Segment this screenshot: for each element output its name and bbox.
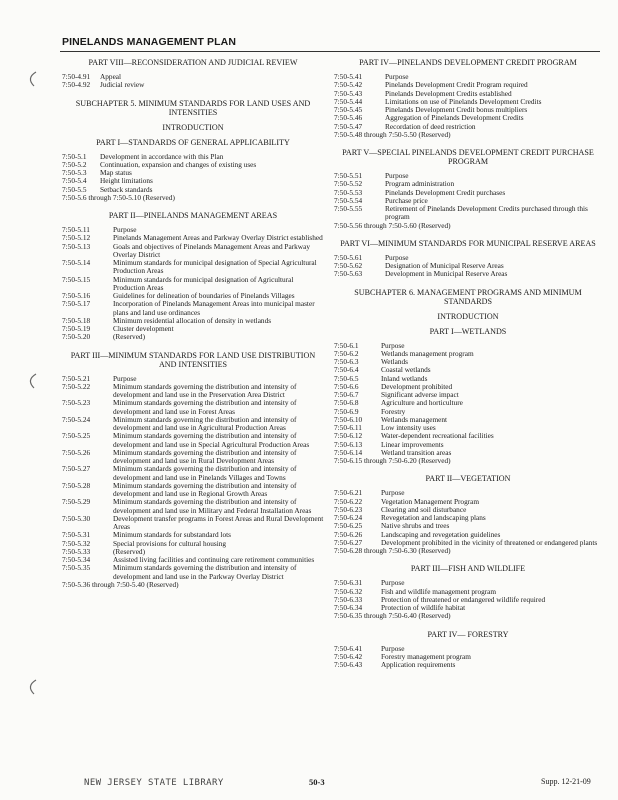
section-title: Minimum residential allocation of density in wetlands [113, 315, 272, 325]
section-title: Program administration [385, 179, 455, 189]
section-number: 7:50-5.11 [62, 225, 90, 234]
section-number: 7:50-5.12 [62, 233, 91, 243]
section-number: 7:50-5.42 [334, 80, 363, 90]
section-title: Appeal [100, 72, 122, 81]
section-entry [334, 358, 602, 366]
section-title: Protection of threatened or endangered wildlife required [381, 594, 546, 604]
section-title: Minimum standards governing the distribution and intensity of development and land use in Forest Areas [113, 398, 297, 416]
section-entry [62, 498, 324, 515]
section-title: (Reserved) [113, 332, 146, 342]
section-entry [334, 408, 602, 416]
section-title: Height limitations [100, 176, 153, 186]
section-number: 7:50-5.44 [334, 96, 363, 106]
header-rule [60, 51, 600, 52]
section-entry [334, 416, 602, 424]
section-title: Purpose [385, 72, 409, 81]
reserved-range: 7:50-5.6 through 7:50-5.10 (Reserved) [62, 192, 175, 202]
section-heading: PART II—PINELANDS MANAGEMENT AREAS [108, 211, 278, 220]
section-number: 7:50-5.46 [334, 113, 363, 123]
section-number: 7:50-5.55 [334, 204, 363, 213]
section-number: 7:50-5.24 [62, 414, 91, 424]
section-title: Coastal wetlands [381, 365, 431, 375]
section-entry [62, 482, 324, 499]
section-title: Agriculture and horticulture [381, 398, 463, 408]
section-number: 7:50-5.63 [334, 269, 363, 279]
section-entry [334, 270, 602, 278]
section-entry [62, 540, 324, 548]
section-number: 7:50-5.31 [62, 530, 91, 540]
section-number: 7:50-5.25 [62, 431, 91, 441]
section-entry [62, 259, 324, 276]
entry-list [334, 254, 602, 279]
section-title: Purpose [381, 340, 405, 350]
section-title: Application requirements [381, 660, 456, 669]
section-number: 7:50-6.1 [334, 340, 359, 350]
section-title: Vegetation Management Program [381, 496, 480, 506]
section-title: Minimum standards for substandard lots [113, 530, 231, 540]
section-title: Judicial review [100, 80, 145, 90]
section-number: 7:50-5.1 [62, 151, 87, 161]
section-number: 7:50-5.19 [62, 324, 91, 333]
section-title: Wetlands management [381, 414, 448, 424]
section-entry [334, 498, 602, 506]
section-number: 7:50-5.54 [334, 195, 363, 205]
section-title: Native shrubs and trees [381, 521, 450, 531]
section-heading: PART IV— FORESTRY [427, 629, 509, 639]
section-heading: PART III—FISH AND WILDLIFE [410, 564, 526, 574]
introduction-heading: INTRODUCTION [437, 311, 499, 321]
section-title: Purpose [385, 171, 409, 180]
section-entry [62, 432, 324, 449]
section-title: Minimum standards governing the distribution and intensity of development and land use in Pinelands Villages and Towns [113, 464, 297, 482]
entry-list [334, 342, 602, 458]
section-title: Pinelands Development Credit Program required [385, 80, 528, 90]
section-entry [62, 300, 324, 317]
entry-list [334, 645, 602, 670]
section-number: 7:50-6.23 [334, 504, 363, 514]
reserved-range: 7:50-5.36 through 7:50-5.40 (Reserved) [62, 579, 179, 589]
section-number: 7:50-6.8 [334, 398, 359, 408]
section-number: 7:50-5.43 [334, 88, 363, 98]
section-entry [334, 189, 602, 197]
library-stamp: NEW JERSEY STATE LIBRARY [84, 778, 224, 788]
section-title: Wetlands [381, 357, 408, 366]
section-title: Purpose [381, 578, 405, 588]
section-title: Minimum standards governing the distribution and intensity of development and land use in Special Agricultural Production Areas [113, 431, 310, 449]
section-title: Purpose [113, 225, 137, 234]
section-number: 7:50-6.41 [334, 643, 363, 653]
section-entry [334, 596, 602, 604]
binding-mark-icon [22, 372, 40, 390]
section-number: 7:50-5.21 [62, 373, 91, 383]
section-title: Purchase price [385, 195, 428, 205]
section-title: Continuation, expansion and changes of existing uses [100, 159, 257, 169]
section-number: 7:50-6.24 [334, 513, 363, 522]
section-title: Designation of Municipal Reserve Areas [385, 261, 504, 270]
section-number: 7:50-5.33 [62, 546, 91, 556]
reserved-range: 7:50-5.56 through 7:50-5.60 (Reserved) [334, 220, 451, 230]
section-heading: PART II—VEGETATION [425, 474, 511, 484]
section-entry [62, 317, 324, 325]
section-heading: PART VI—MINIMUM STANDARDS FOR MUNICIPAL RESERVE AREAS [340, 238, 596, 248]
section-entry [334, 350, 602, 358]
section-entry [334, 432, 602, 440]
section-number: 7:50-6.14 [334, 447, 363, 457]
section-entry [334, 514, 602, 522]
section-entry [62, 383, 324, 400]
subchapter-heading: SUBCHAPTER 6. MANAGEMENT PROGRAMS AND MINIMUM STANDARDS [354, 287, 582, 306]
section-title: Purpose [385, 252, 409, 262]
section-title: Revegetation and landscaping plans [381, 513, 486, 522]
binding-mark-icon [22, 70, 40, 88]
binding-mark-icon [22, 678, 40, 696]
section-number: 7:50-5.20 [62, 332, 91, 342]
reserved-range: 7:50-6.35 through 7:50-6.40 (Reserved) [334, 611, 451, 621]
reserved-range: 7:50-6.28 through 7:50-6.30 (Reserved) [334, 546, 451, 555]
section-entry [334, 399, 602, 407]
section-title: Development in Municipal Reserve Areas [385, 269, 508, 279]
section-title: Pinelands Development Credit bonus multipliers [385, 105, 528, 114]
section-number: 7:50-5.27 [62, 464, 91, 474]
section-entry [62, 564, 324, 581]
section-title: Minimum standards governing the distribution and intensity of development and land use in Regional Growth Areas [113, 480, 297, 498]
section-heading: PART IV—PINELANDS DEVELOPMENT CREDIT PROGRAM [359, 58, 577, 67]
entry-list [62, 73, 324, 90]
section-entry [62, 243, 324, 260]
section-title: Purpose [113, 373, 137, 383]
section-entry [334, 366, 602, 374]
section-number: 7:50-6.26 [334, 529, 363, 539]
section-title: Forestry [381, 406, 406, 416]
section-number: 7:50-5.34 [62, 555, 91, 564]
section-entry [334, 383, 602, 391]
section-title: Development prohibited [381, 381, 453, 391]
section-entry [334, 172, 602, 180]
section-entry [334, 653, 602, 661]
section-title: Wetlands management program [381, 348, 474, 358]
section-entry [334, 661, 602, 669]
section-number: 7:50-4.91 [62, 72, 91, 81]
section-entry [62, 465, 324, 482]
section-heading: PART I—WETLANDS [429, 326, 507, 336]
section-entry [62, 276, 324, 293]
section-entry [62, 449, 324, 466]
section-number: 7:50-5.23 [62, 398, 91, 408]
section-entry [62, 81, 324, 89]
section-heading: PART III—MINIMUM STANDARDS FOR LAND USE DISTRIBUTION AND INTENSITIES [70, 350, 316, 369]
right-column [334, 58, 602, 669]
left-column [62, 58, 324, 589]
section-title: Special provisions for cultural housing [113, 538, 227, 548]
section-title: Minimum standards governing the distribution and intensity of development and land use in Agricultural Production Areas [113, 414, 297, 432]
section-number: 7:50-6.13 [334, 439, 363, 449]
section-heading: PART V—SPECIAL PINELANDS DEVELOPMENT CREDIT PURCHASE PROGRAM [342, 148, 594, 166]
section-number: 7:50-5.61 [334, 252, 363, 262]
page-number: 50-3 [309, 777, 325, 787]
entry-list [334, 172, 602, 222]
section-number: 7:50-5.52 [334, 179, 363, 189]
entry-list [62, 226, 324, 342]
section-number: 7:50-5.14 [62, 258, 91, 267]
entry-list [62, 153, 324, 194]
section-number: 7:50-6.5 [334, 373, 359, 383]
section-number: 7:50-6.6 [334, 381, 359, 391]
section-title: Limitations on use of Pinelands Development Credits [385, 96, 542, 106]
section-title: Linear improvements [381, 439, 444, 449]
section-title: Minimum standards for municipal designation of Special Agricultural Production Areas [113, 258, 317, 276]
section-number: 7:50-5.47 [334, 121, 363, 131]
section-title: Purpose [381, 488, 405, 498]
section-number: 7:50-5.62 [334, 261, 363, 270]
section-title: Significant adverse impact [381, 390, 459, 399]
section-number: 7:50-6.22 [334, 496, 363, 506]
reserved-range: 7:50-5.48 through 7:50-5.50 (Reserved) [334, 129, 451, 139]
section-title: Pinelands Management Areas and Parkway Overlay District established [113, 233, 323, 243]
section-heading: PART VIII—RECONSIDERATION AND JUDICIAL REVIEW [88, 58, 298, 67]
section-number: 7:50-5.30 [62, 513, 91, 523]
section-number: 7:50-6.27 [334, 537, 363, 547]
section-title: Purpose [381, 643, 405, 653]
section-number: 7:50-5.5 [62, 184, 87, 194]
section-number: 7:50-5.3 [62, 168, 87, 177]
section-title: Recordation of deed restriction [385, 121, 476, 131]
section-number: 7:50-6.12 [334, 431, 363, 441]
section-title: Development prohibited in the vicinity of threatened or endangered plants [381, 537, 598, 547]
section-title: Pinelands Development Credit purchases [385, 187, 506, 197]
section-title: Map status [100, 168, 132, 177]
section-entry [62, 399, 324, 416]
section-number: 7:50-5.28 [62, 480, 91, 490]
running-header: PINELANDS MANAGEMENT PLAN [62, 36, 237, 48]
section-number: 7:50-5.41 [334, 72, 363, 81]
section-title: Low intensity uses [381, 423, 436, 432]
section-title: Clearing and soil disturbance [381, 504, 467, 514]
section-title: Development transfer programs in Forest Areas and Rural Development Areas [113, 513, 324, 531]
section-title: Minimum standards governing the distribution and intensity of development and land use in the Parkway Overlay District [113, 563, 297, 581]
entry-list [334, 73, 602, 131]
section-title: (Reserved) [113, 546, 146, 556]
supplement-date: Supp. 12-21-09 [541, 777, 591, 786]
section-number: 7:50-5.53 [334, 187, 363, 197]
section-number: 7:50-5.15 [62, 274, 91, 284]
section-number: 7:50-5.17 [62, 299, 91, 309]
section-number: 7:50-5.2 [62, 159, 87, 169]
section-title: Pinelands Development Credits established [385, 88, 512, 98]
section-title: Water-dependent recreational facilities [381, 431, 494, 441]
section-number: 7:50-5.32 [62, 538, 91, 548]
section-number: 7:50-6.2 [334, 348, 359, 358]
section-number: 7:50-6.10 [334, 414, 363, 424]
section-entry [62, 333, 324, 341]
section-number: 7:50-4.92 [62, 80, 91, 90]
section-number: 7:50-5.29 [62, 497, 91, 507]
section-title: Incorporation of Pinelands Management Areas into municipal master plans and land use ordinances [113, 299, 315, 317]
section-number: 7:50-6.33 [334, 594, 363, 604]
section-number: 7:50-6.31 [334, 578, 363, 588]
section-heading: PART I—STANDARDS OF GENERAL APPLICABILITY [96, 137, 290, 147]
section-number: 7:50-5.51 [334, 171, 363, 180]
section-title: Inland wetlands [381, 373, 428, 383]
section-number: 7:50-5.4 [62, 176, 87, 186]
section-title: Minimum standards governing the distribution and intensity of development and land use in the Preservation Area District [113, 381, 297, 399]
section-title: Forestry management program [381, 651, 471, 661]
section-title: Minimum standards governing the distribution and intensity of development and land use in Military and Federal Installation Areas [113, 497, 312, 515]
introduction-heading: INTRODUCTION [162, 122, 224, 132]
section-title: Wetland transition areas [381, 447, 452, 457]
entry-list [334, 489, 602, 547]
section-title: Minimum standards governing the distribution and intensity of development and land use in Rural Development Areas [113, 447, 297, 465]
section-entry [334, 441, 602, 449]
section-number: 7:50-6.25 [334, 521, 363, 531]
section-number: 7:50-5.35 [62, 563, 91, 573]
section-number: 7:50-5.22 [62, 381, 91, 391]
section-number: 7:50-6.11 [334, 423, 362, 432]
section-number: 7:50-6.4 [334, 365, 359, 375]
section-number: 7:50-6.34 [334, 603, 363, 612]
section-entry [334, 375, 602, 383]
section-entry [62, 515, 324, 532]
section-title: Aggregation of Pinelands Development Credits [385, 113, 524, 123]
section-title: Development in accordance with this Plan [100, 151, 224, 161]
section-entry [62, 416, 324, 433]
section-title: Assisted living facilities and continuing care retirement communities [113, 555, 315, 564]
section-number: 7:50-6.32 [334, 586, 363, 596]
section-number: 7:50-6.9 [334, 406, 359, 416]
section-number: 7:50-5.45 [334, 105, 363, 114]
section-number: 7:50-6.3 [334, 357, 359, 366]
entry-list [334, 579, 602, 612]
section-entry [62, 325, 324, 333]
section-number: 7:50-5.18 [62, 315, 91, 325]
section-entry [334, 391, 602, 399]
section-number: 7:50-6.43 [334, 660, 363, 669]
section-title: Fish and wildlife management program [381, 586, 497, 596]
section-title: Retirement of Pinelands Development Credits purchased through this program [385, 204, 588, 222]
section-title: Cluster development [113, 324, 174, 333]
section-number: 7:50-5.16 [62, 291, 91, 300]
section-number: 7:50-5.26 [62, 447, 91, 457]
section-entry [334, 205, 602, 222]
section-number: 7:50-6.21 [334, 488, 363, 498]
section-title: Setback standards [100, 184, 153, 194]
section-number: 7:50-5.13 [62, 241, 91, 251]
section-title: Minimum standards for municipal designation of Agricultural Production Areas [113, 274, 294, 292]
section-number: 7:50-6.42 [334, 651, 363, 661]
section-title: Guidelines for delineation of boundaries of Pinelands Villages [113, 291, 295, 300]
subchapter-heading: SUBCHAPTER 5. MINIMUM STANDARDS FOR LAND USES AND INTENSITIES [75, 98, 311, 117]
section-number: 7:50-6.7 [334, 390, 359, 399]
section-title: Goals and objectives of Pinelands Management Areas and Parkway Overlay District [113, 241, 310, 259]
section-title: Landscaping and revegetation guidelines [381, 529, 501, 539]
section-title: Protection of wildlife habitat [381, 603, 466, 612]
entry-list [62, 375, 324, 581]
reserved-range: 7:50-6.15 through 7:50-6.20 (Reserved) [334, 456, 451, 465]
